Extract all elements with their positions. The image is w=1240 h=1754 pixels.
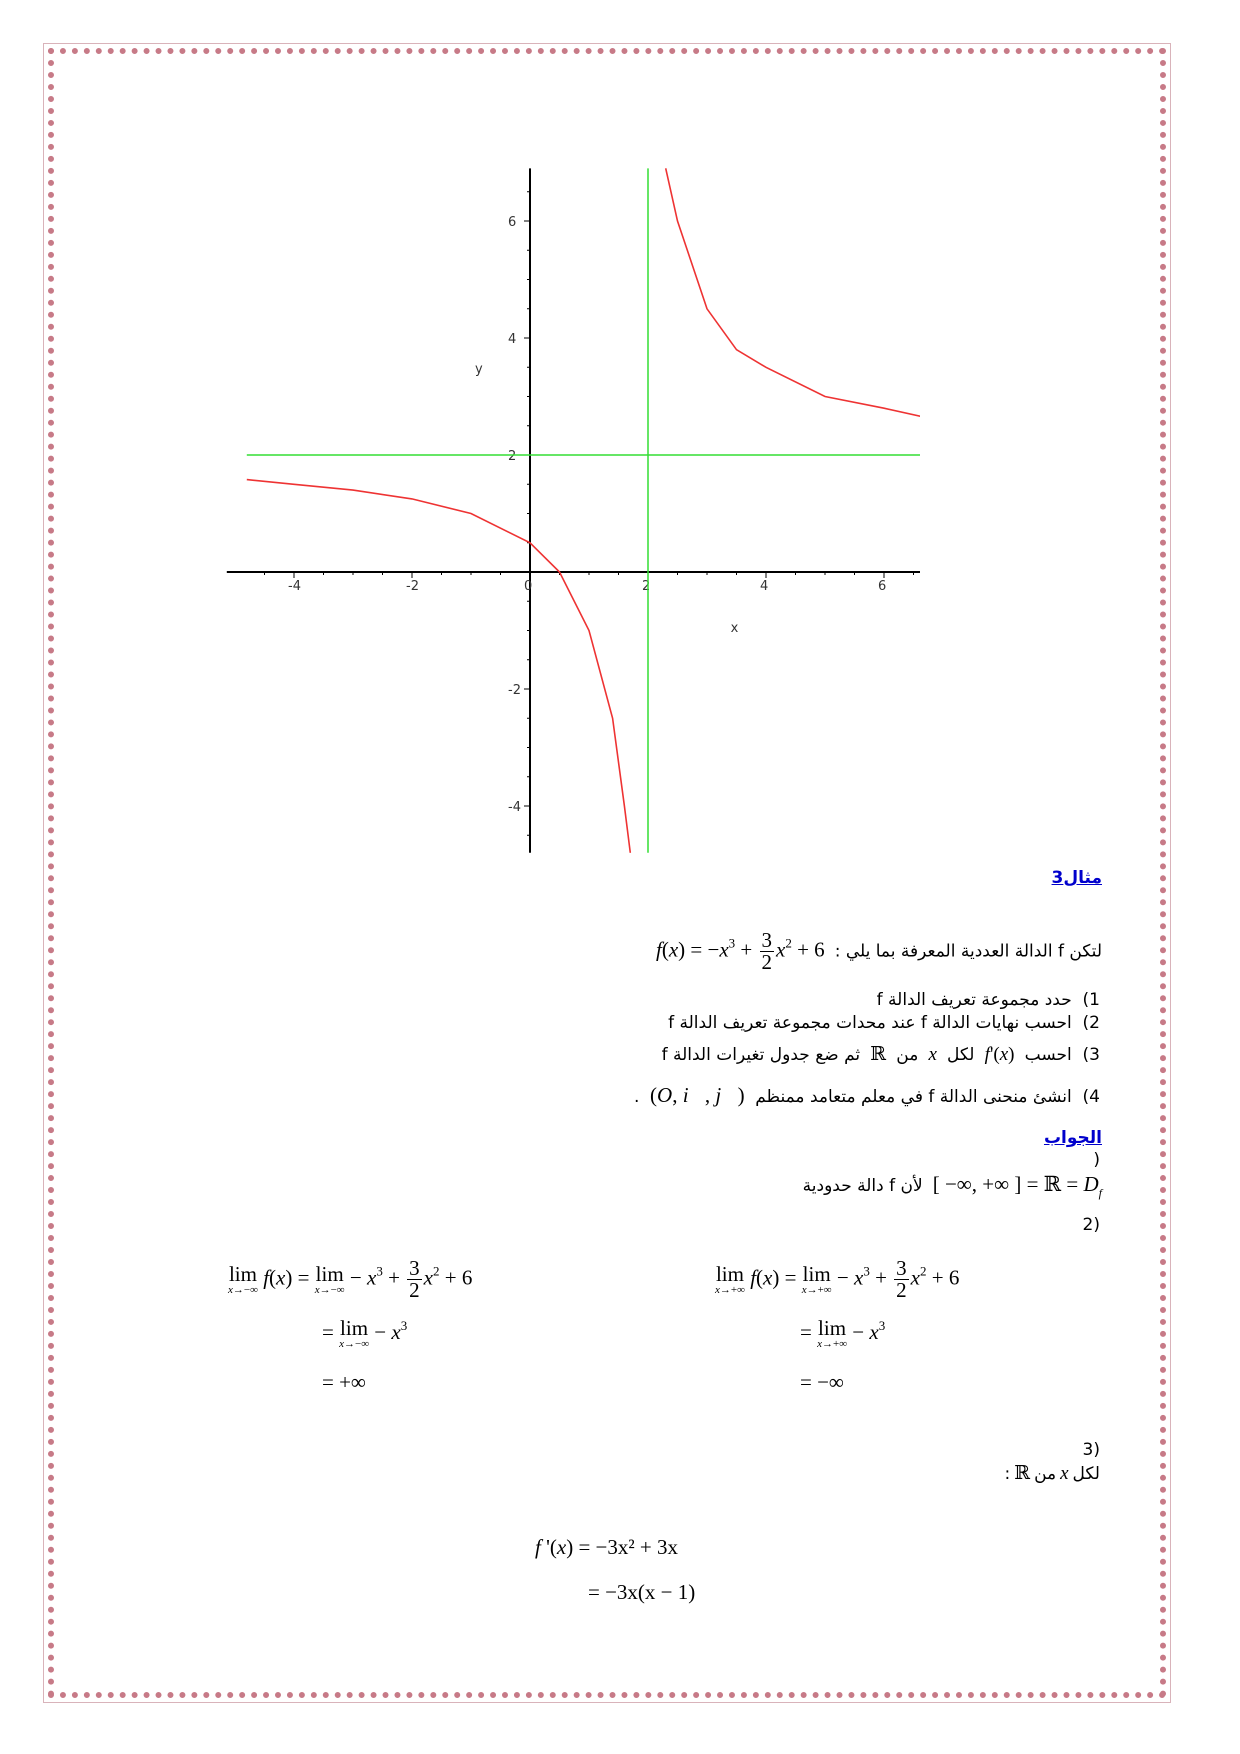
curve-left-branch	[247, 480, 631, 853]
x-tick-label: 2	[642, 579, 651, 594]
question-2: 2) احسب نهايات الدالة f عند محدات مجموعة تعريف الدالة f	[668, 1013, 1100, 1033]
x-tick-label: 0	[524, 579, 533, 594]
derivative-line-1: f '(x) = −3x² + 3x	[535, 1535, 679, 1559]
question-4: 4) انشئ منحنى الدالة f في معلم متعامد ممنظم (O, i⃗, j⃗) .	[633, 1083, 1100, 1107]
example-title: مثال3	[1051, 868, 1102, 888]
answer-1-number: (	[1093, 1150, 1100, 1170]
limit-minus-infinity: lim x→−∞ f(x) = lim x→−∞ − $x^3$ + $\frac{3}{2}$ $x^2 + 6$	[228, 1256, 473, 1302]
x-tick-label: -2	[406, 579, 419, 594]
answer-title: الجواب	[1043, 1128, 1102, 1148]
y-axis-label: y	[475, 362, 483, 378]
limit-plus-infinity-result: = −∞	[800, 1370, 844, 1394]
intro-text: لتكن f الدالة العددية المعرفة بما يلي :	[834, 941, 1102, 962]
x-axis-label: x	[730, 621, 739, 636]
function-definition: $f(x) = -x^3$ + $\frac{3}{2}$ $x^2 + 6$	[655, 928, 825, 974]
answer-1-line: [ −∞, +∞ ] = ℝ = $D_f$ لأن f دالة حدودية	[802, 1172, 1102, 1200]
limit-plus-infinity-step: = lim x→+∞ − $x^3$	[800, 1316, 886, 1351]
answer-2-number: (2	[1082, 1215, 1100, 1235]
y-tick-label: 4	[508, 332, 517, 347]
limit-minus-infinity-result: = +∞	[322, 1370, 366, 1394]
x-tick-label: 4	[760, 579, 769, 594]
x-tick-label: -4	[288, 579, 301, 594]
y-tick-label: -2	[508, 683, 521, 698]
intro-line	[656, 930, 1102, 973]
x-tick-label: 6	[878, 579, 887, 594]
limit-minus-infinity-step: = lim x→−∞ − $x^3$	[322, 1316, 408, 1351]
y-tick-label: 2	[508, 449, 517, 464]
question-3: 3) احسب f'(x) لكل x من ℝ ثم ضع جدول تغيرات الدالة f	[661, 1044, 1100, 1065]
curve-right-branch	[666, 168, 920, 420]
derivative-line-2: = −3x(x − 1)	[588, 1580, 696, 1604]
answer-3-number: (3	[1082, 1440, 1100, 1460]
answer-3-line: لكل x من ℝ :	[1004, 1463, 1100, 1484]
question-1: 1) حدد مجموعة تعريف الدالة f	[876, 990, 1100, 1010]
y-tick-label: 6	[508, 215, 517, 230]
function-graph	[200, 140, 920, 875]
limit-plus-infinity: lim x→+∞ f(x) = lim x→+∞ − $x^3$ + $\frac{3}{2}$ $x^2 + 6$	[715, 1256, 960, 1302]
y-tick-label: -4	[508, 800, 521, 815]
